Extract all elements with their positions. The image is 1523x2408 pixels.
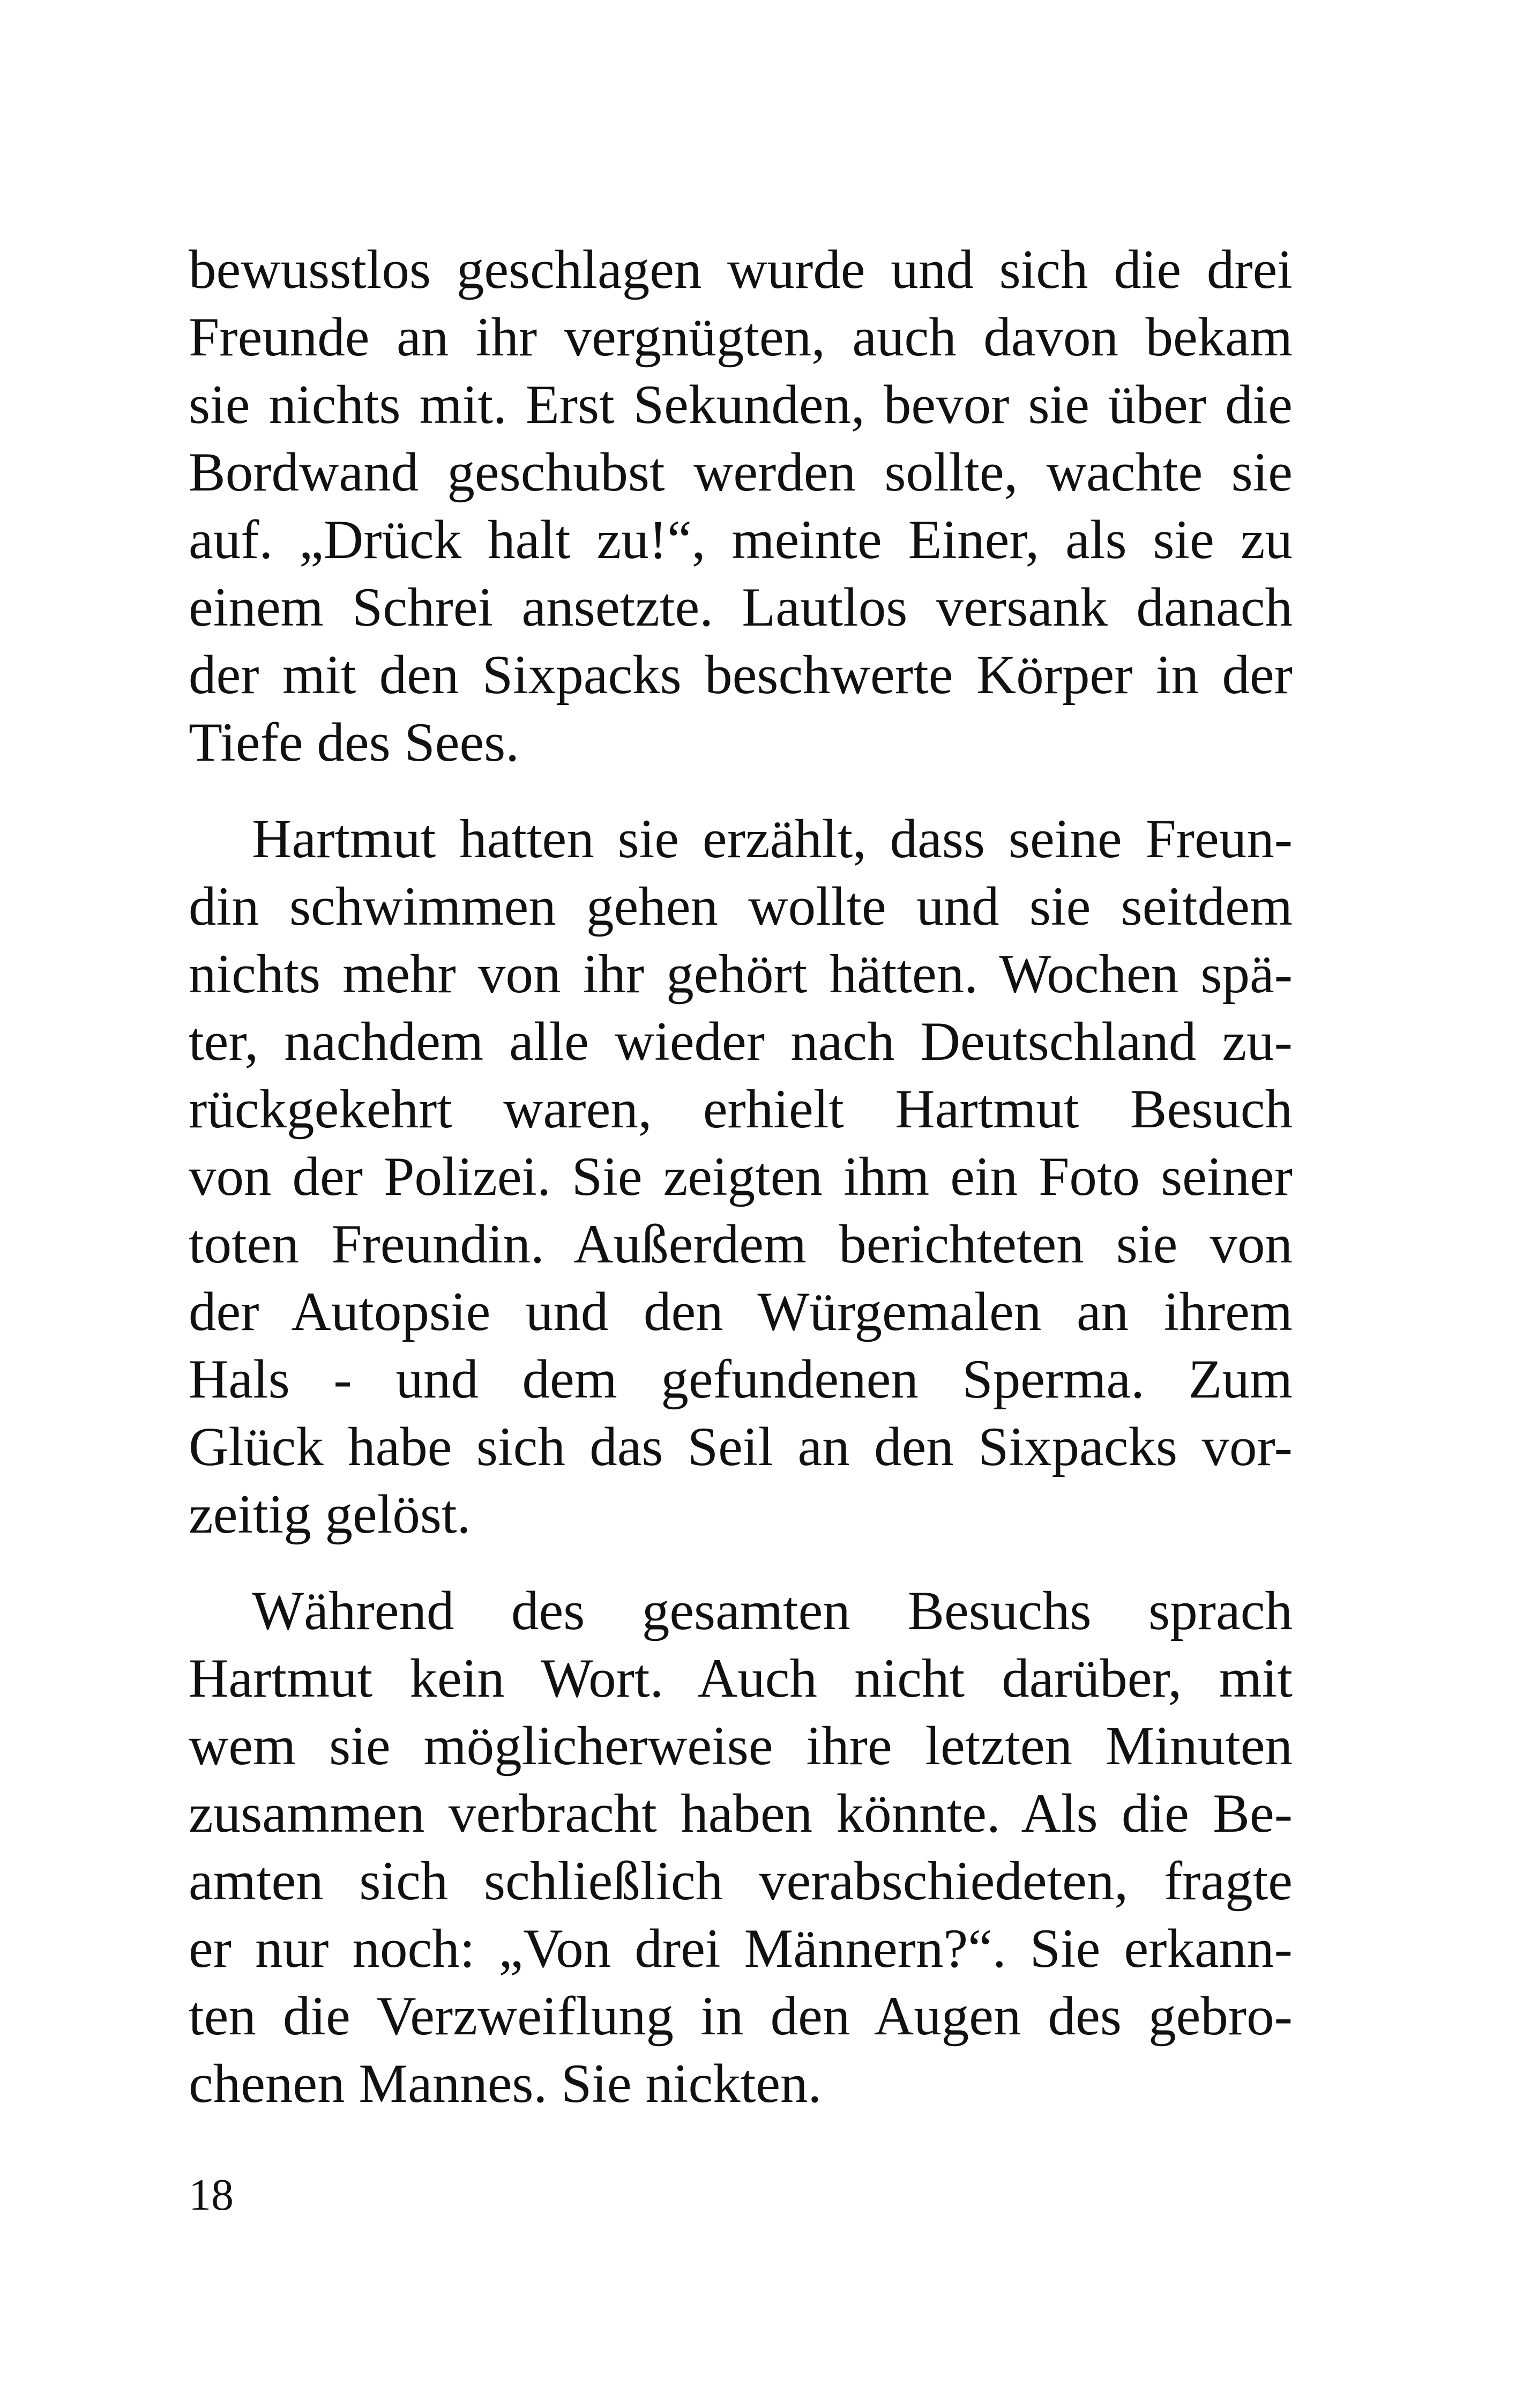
paragraph-3 [189,1577,1293,2117]
text-line: Hartmut kein Wort. Auch nicht darüber, mit [189,1648,1293,1709]
text-line: Hals - und dem gefundenen Sperma. Zum [189,1349,1293,1410]
text-line: amten sich schließlich verabschiedeten, fragte [189,1850,1293,1912]
text-line: der mit den Sixpacks beschwerte Körper in der [189,644,1293,705]
text-line: nichts mehr von ihr gehört hätten. Wochen spä- [189,943,1293,1005]
text-line: Tiefe des Sees. [189,712,519,773]
text-line: wem sie möglicherweise ihre letzten Minuten [189,1715,1293,1777]
paragraph-1 [189,236,1293,776]
text-line: sie nichts mit. Erst Sekunden, bevor sie über die [189,374,1293,435]
text-line: rückgekehrt waren, erhielt Hartmut Besuch [189,1079,1293,1140]
text-line: Während des gesamten Besuchs sprach [252,1580,1293,1641]
text-line: zeitig gelöst. [189,1484,471,1545]
text-line: chenen Mannes. Sie nickten. [189,2053,822,2114]
text-line: toten Freundin. Außerdem berichteten sie von [189,1214,1293,1275]
text-line: auf. „Drück halt zu!“, meinte Einer, als sie zu [189,509,1293,570]
text-line: einem Schrei ansetzte. Lautlos versank danach [189,577,1293,638]
text-line: Hartmut hatten sie erzählt, dass seine Freun- [252,808,1293,869]
text-line: von der Polizei. Sie zeigten ihm ein Foto seiner [189,1146,1293,1207]
text-line: Freunde an ihr vergnügten, auch davon bekam [189,307,1293,368]
text-line: er nur noch: „Von drei Männern?“. Sie erkann- [189,1918,1293,1979]
body-text [189,236,1293,2117]
text-line: ten die Verzweiflung in den Augen des gebro- [189,1986,1293,2047]
text-line: ter, nachdem alle wieder nach Deutschland zu- [189,1011,1293,1072]
text-line: bewusstlos geschlagen wurde und sich die drei [189,239,1293,300]
text-line: din schwimmen gehen wollte und sie seitdem [189,876,1293,937]
paragraph-2 [189,805,1293,1548]
page-number: 18 [189,2170,234,2220]
text-line: der Autopsie und den Würgemalen an ihrem [189,1281,1293,1342]
text-line: Glück habe sich das Seil an den Sixpacks vor- [189,1416,1293,1477]
text-line: zusammen verbracht haben könnte. Als die Be- [189,1783,1293,1844]
text-line: Bordwand geschubst werden sollte, wachte sie [189,442,1293,503]
